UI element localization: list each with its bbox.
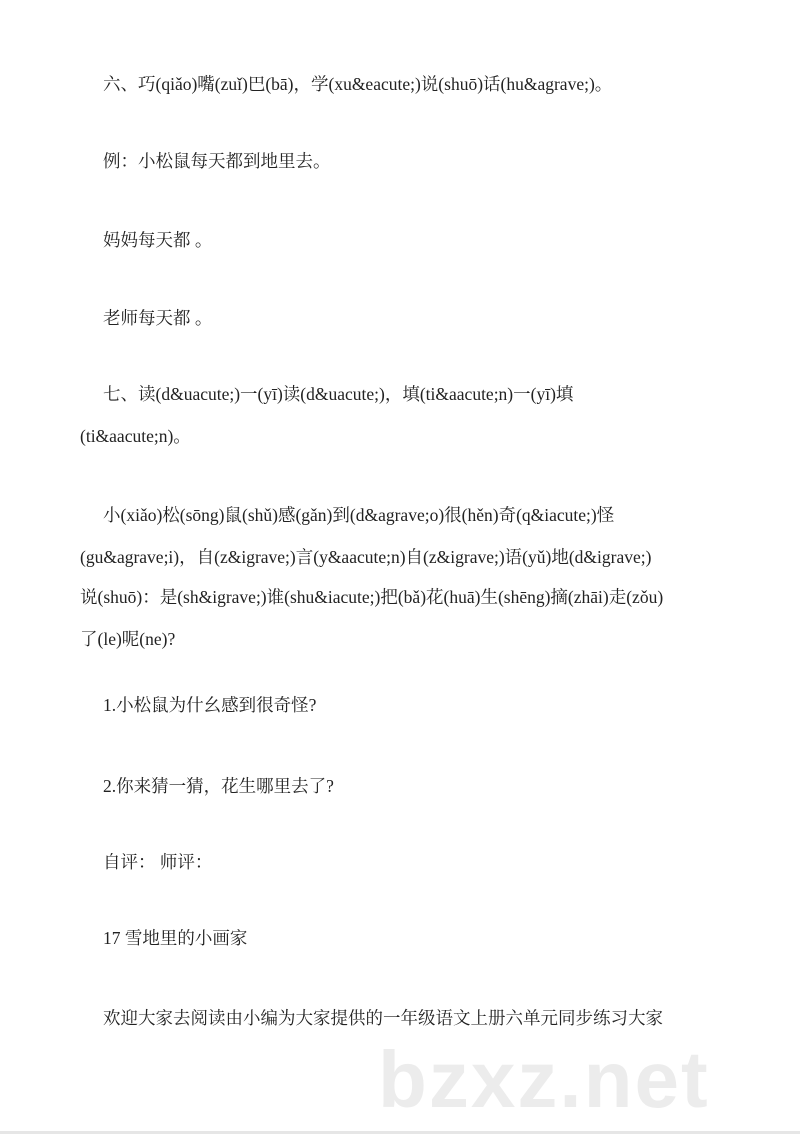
question-2: 2.你来猜一猜，花生哪里去了?: [103, 776, 334, 796]
passage-line: 小(xiǎo)松(sōng)鼠(shǔ)感(gǎn)到(d&agrave;o)很(hěn)奇(q&iacute;)怪: [103, 505, 615, 525]
exercise-line: 妈妈每天都 。: [103, 230, 213, 250]
passage-line: 了(le)呢(ne)?: [80, 629, 176, 649]
closing-text: 欢迎大家去阅读由小编为大家提供的一年级语文上册六单元同步练习大家: [103, 1008, 663, 1028]
evaluation-line: 自评： 师评：: [103, 852, 213, 872]
lesson-title: 17 雪地里的小画家: [103, 928, 248, 948]
passage-line: 说(shuō)：是(sh&igrave;)谁(shu&iacute;)把(bǎ)花(huā)生(shēng)摘(zhāi)走(zǒu): [80, 587, 664, 607]
section-7-heading: 七、读(d&uacute;)一(yī)读(d&uacute;)，填(ti&aacute;n)一(yī)填: [103, 384, 574, 404]
section-7-heading-cont: (ti&aacute;n)。: [80, 426, 191, 446]
example-sentence: 例：小松鼠每天都到地里去。: [103, 151, 331, 171]
exercise-line: 老师每天都 。: [103, 308, 213, 328]
watermark-logo: bzxz.net: [378, 1035, 710, 1124]
section-6-heading: 六、巧(qiǎo)嘴(zuǐ)巴(bā)，学(xu&eacute;)说(shuō)话(hu&agrave;)。: [103, 74, 613, 94]
passage-line: (gu&agrave;i)，自(z&igrave;)言(y&aacute;n)自(z&igrave;)语(yǔ)地(d&igrave;): [80, 547, 652, 567]
question-1: 1.小松鼠为什幺感到很奇怪?: [103, 695, 317, 715]
